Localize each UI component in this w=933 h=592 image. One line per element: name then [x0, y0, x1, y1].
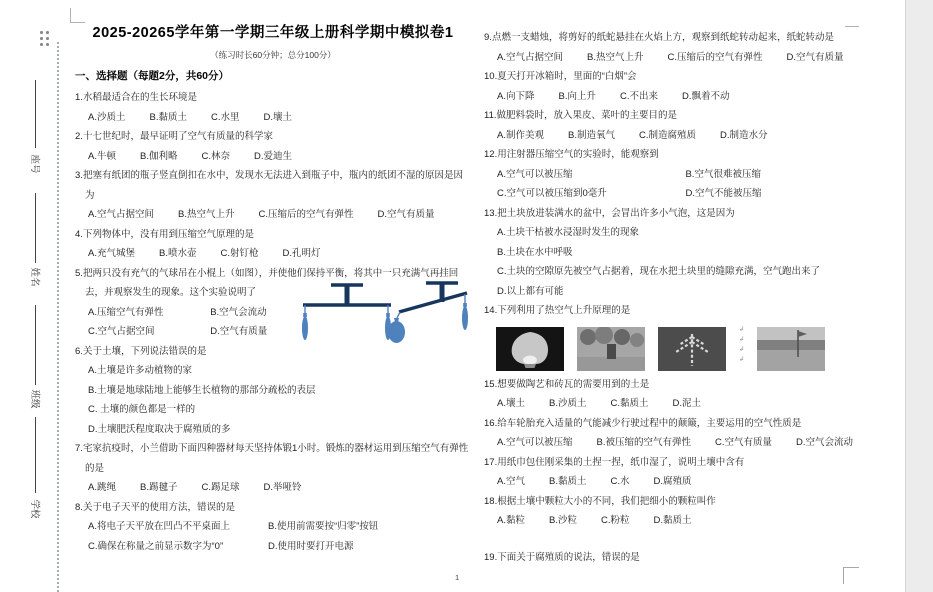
question-number: 15.: [484, 378, 498, 390]
options: [484, 472, 898, 492]
option: A.壤土: [497, 398, 525, 409]
striped-windmill-photo: [658, 327, 726, 371]
option: D.空气会流动: [795, 437, 853, 448]
question-stem: 给车轮胎充入适量的气能减少行驶过程中的颠簸，主要运用的空气性质是: [497, 417, 802, 429]
question-number: 5.: [75, 267, 83, 279]
crop-mark-bottom-right: [843, 567, 859, 584]
question-text: [75, 439, 471, 478]
margin-label-class: 班级: [29, 389, 40, 409]
option: C.林奈: [201, 150, 230, 162]
question-stem: 想要做陶艺和砖瓦的需要用到的土是: [497, 378, 650, 390]
option: C.确保在称量之前显示数字为“0”: [88, 540, 224, 552]
options: [484, 48, 898, 68]
question-4: [75, 225, 471, 264]
option: B.黏质土: [149, 111, 187, 123]
option: B.热空气上升: [177, 209, 235, 220]
crop-mark-top-right: [845, 26, 859, 27]
option: C.制造腐殖质: [638, 129, 696, 141]
option: A.空气可以被压缩: [497, 168, 573, 180]
question-text: [484, 145, 898, 165]
options: [75, 108, 471, 128]
question-number: 9.: [484, 32, 492, 43]
binding-dotted-line: [57, 42, 59, 592]
section-heading: 一、选择题（每题2分，共60分）: [75, 70, 230, 82]
options: [75, 361, 471, 439]
question-16: [484, 414, 898, 453]
question-number: 7.: [75, 443, 83, 454]
question-number: 2.: [75, 131, 83, 142]
option: A.将电子天平放在凹凸不平桌面上: [88, 521, 230, 532]
option: C.射钉枪: [220, 248, 259, 259]
question-5: [75, 264, 471, 342]
options: [484, 433, 898, 453]
question-stem: 把塞有纸团的瓶子竖直倒扣在水中，发现水无法进入到瓶子中，瓶内的纸团不湿的原因是因为: [82, 170, 463, 201]
options: [75, 205, 471, 225]
question-10: [484, 67, 898, 106]
option: D.壤土: [263, 111, 292, 123]
options: [484, 511, 898, 531]
question-number: 6.: [75, 345, 83, 357]
option: D.空气有质量: [210, 326, 268, 337]
question-number: 19.: [484, 551, 498, 563]
option: B.向上升: [558, 90, 596, 102]
option: B.沙质土: [548, 398, 587, 409]
question-text: [484, 453, 898, 473]
question-stem: 把两只没有充气的气球吊在小棍上（如图），并使他们保持平衡，将其中一只充满气再挂回去，并观察发生的现象。这个实验说明了: [82, 267, 459, 298]
options: [75, 517, 471, 556]
question-number: 16.: [484, 417, 498, 429]
question-text: [484, 492, 898, 512]
option: B.空气会流动: [210, 306, 267, 318]
exam-subtitle: （练习时长60分钟；总分100分）: [210, 50, 336, 60]
question-stem: 根据土壤中颗粒大小的不同，我们把细小的颗粒叫作: [497, 495, 716, 507]
option: C.空气有质量: [714, 437, 772, 448]
question-text: [75, 342, 471, 362]
question-8: [75, 498, 471, 557]
app-background-strip: [905, 0, 933, 592]
option: A.沙质土: [88, 111, 126, 123]
question-text: [75, 225, 471, 245]
field-flag-photo: [757, 327, 825, 371]
margin-label-school: 学校: [29, 499, 40, 519]
option: A.黏粒: [497, 515, 525, 526]
question-3: [75, 166, 471, 225]
question-stem: 用纸巾包住刚采集的土捏一捏，纸巾湿了，说明土壤中含有: [497, 456, 745, 468]
question-15: [484, 375, 898, 414]
question-number: 12.: [484, 149, 498, 160]
paragraph-marks: ↲ ↲ ↲ ↲: [739, 325, 745, 363]
option: B.黏质土: [548, 476, 587, 487]
option: A.空气: [497, 476, 525, 487]
option: D.黏质土: [653, 515, 692, 526]
option: A.牛顿: [88, 150, 116, 162]
question-2: [75, 127, 471, 166]
question-17: [484, 453, 898, 492]
option: C.空气可以被压缩到0毫升: [497, 188, 607, 199]
option: B.沙粒: [548, 515, 577, 526]
question-number: 17.: [484, 456, 498, 468]
question-stem: 宅家抗疫时，小兰借助下面四种器材每天坚持体锻1小时。锻炼的器材运用到压缩空气有弹性的是: [82, 443, 469, 474]
margin-label-seat: 座号: [29, 154, 40, 174]
option: A.土块干枯被水浸湿时发生的现象: [497, 227, 639, 238]
option: D.空气有质量: [377, 209, 435, 220]
fill-in-line-school: [35, 417, 36, 493]
option: D.举哑铃: [263, 482, 302, 493]
garden-photo: [577, 327, 645, 371]
question-number: 4.: [75, 228, 83, 240]
option: C.土块的空隙原先被空气占据着，现在水把土块里的缝隙充满，空气跑出来了: [497, 266, 821, 277]
option: C.空气占据空间: [88, 326, 155, 337]
option: C.粉粒: [600, 515, 630, 526]
option: D.制造水分: [719, 129, 768, 141]
option: B.喷水壶: [158, 248, 197, 259]
option: A.跳绳: [88, 482, 116, 493]
questions-right: [484, 28, 898, 567]
option: B.土块在水中呼吸: [497, 246, 573, 258]
option: B.伽利略: [139, 150, 178, 162]
option: C.压缩后的空气有弹性: [258, 209, 354, 220]
question-stem: 用注射器压缩空气的实验时，能观察到: [497, 149, 659, 160]
option: A.空气占据空间: [497, 51, 563, 63]
question-text: [484, 414, 898, 434]
option: D.泥土: [672, 398, 701, 409]
option: B.制造氧气: [567, 129, 615, 141]
option: D.空气不能被压缩: [685, 188, 762, 199]
question-number: 18.: [484, 495, 498, 507]
option: C.不出来: [619, 90, 658, 102]
option: B.土壤是地球陆地上能够生长植物的那部分疏松的表层: [88, 384, 316, 396]
option: B.被压缩的空气有弹性: [596, 437, 691, 448]
question-text: [484, 375, 898, 395]
question-19: [484, 548, 898, 568]
option: D.孔明灯: [282, 248, 321, 259]
dots-marker: [40, 31, 52, 49]
question-6: [75, 342, 471, 440]
question-7: [75, 439, 471, 498]
options: [484, 223, 898, 301]
option: A.压缩空气有弹性: [88, 306, 164, 318]
option: C.踢足球: [201, 482, 240, 493]
question-number: 10.: [484, 71, 498, 82]
option: A.向下降: [497, 90, 535, 102]
option: D.使用时要打开电源: [268, 540, 354, 552]
option: C.水: [610, 476, 630, 487]
right-column: [484, 28, 898, 567]
option: D.腐殖质: [653, 476, 692, 487]
option: B.踢毽子: [139, 482, 178, 493]
option: A.制作美观: [497, 129, 544, 141]
question-text: [484, 548, 898, 568]
question-image-row: [496, 325, 898, 373]
options: [75, 147, 471, 167]
option: D.空气有质量: [786, 51, 844, 63]
question-text: [484, 204, 898, 224]
question-text: [484, 301, 898, 321]
left-column: [75, 22, 471, 556]
question-1: [75, 88, 471, 127]
option: A.土壤是许多动植物的家: [88, 365, 192, 376]
exam-title: 2025-20265学年第一学期三年级上册科学期中模拟卷1: [92, 25, 454, 41]
question-stem: 下列物体中，没有用到压缩空气原理的是: [82, 228, 254, 240]
options: [484, 87, 898, 107]
option: A.空气可以被压缩: [497, 437, 573, 448]
question-stem: 下面关于腐殖质的说法，错误的是: [497, 551, 640, 563]
options: [484, 165, 898, 204]
options: [75, 478, 471, 498]
question-stem: 做肥料袋时，放入果皮、菜叶的主要目的是: [496, 110, 678, 121]
question-text: [75, 127, 471, 147]
balance-balloons-figure: [291, 278, 471, 350]
question-stem: 把土块放进装满水的盆中，会冒出许多小气泡，这是因为: [497, 207, 735, 219]
option: C.水里: [210, 111, 240, 123]
question-number: 3.: [75, 170, 83, 181]
question-text: [484, 67, 898, 87]
question-number: 13.: [484, 207, 498, 219]
options: [75, 244, 471, 264]
margin-label-name: 姓名: [29, 267, 40, 287]
fill-in-line-seat: [35, 80, 36, 148]
option: D.爱迪生: [253, 150, 292, 162]
question-stem: 下列利用了热空气上升原理的是: [497, 305, 631, 316]
question-text: [75, 88, 471, 108]
option: A.充气城堡: [88, 248, 135, 259]
question-number: 14.: [484, 305, 498, 316]
question-18: [484, 492, 898, 531]
option: D.飘着不动: [681, 90, 730, 102]
question-stem: 关于电子天平的使用方法，错误的是: [82, 501, 235, 513]
option: B.空气很难被压缩: [685, 168, 761, 180]
question-stem: 点燃一支蜡烛，将剪好的纸蛇悬挂在火焰上方，观察到纸蛇转动起来，纸蛇转动是: [491, 32, 834, 43]
question-9: [484, 28, 898, 67]
sky-lantern-photo: [496, 327, 564, 371]
question-stem: 关于土壤，下列说法错误的是: [82, 345, 207, 357]
question-number: 1.: [75, 92, 83, 103]
option: A.空气占据空间: [88, 209, 154, 220]
option: B.热空气上升: [586, 51, 644, 63]
fill-in-line-name: [35, 193, 36, 263]
fill-in-line-class: [35, 305, 36, 385]
question-stem: 水稻最适合在的生长环境是: [82, 92, 197, 103]
question-14: [484, 301, 898, 373]
questions-left: [75, 88, 471, 556]
question-number: 11.: [484, 110, 497, 121]
page-number: 1: [455, 573, 460, 582]
question-12: [484, 145, 898, 204]
question-number: 8.: [75, 501, 83, 513]
options: [484, 394, 898, 414]
question-text: [484, 106, 898, 126]
question-stem: 夏天打开冰箱时，里面的“白烟”会: [497, 71, 637, 82]
question-stem: 十七世纪时，最早证明了空气有质量的科学家: [82, 131, 273, 142]
question-11: [484, 106, 898, 145]
option: B.使用前需要按“归零”按钮: [268, 521, 379, 532]
option: D.土壤肥沃程度取决于腐殖质的多: [88, 423, 231, 435]
question-text: [484, 28, 898, 48]
option: C. 土壤的颜色都是一样的: [88, 404, 196, 415]
options: [75, 303, 323, 342]
option: C.压缩后的空气有弹性: [667, 51, 763, 63]
options: [484, 126, 898, 146]
question-text: [75, 498, 471, 518]
question-text: [75, 166, 471, 205]
question-13: [484, 204, 898, 302]
crop-mark-top-left: [70, 8, 85, 23]
option: D.以上都有可能: [497, 285, 564, 297]
option: C.黏质土: [610, 398, 649, 409]
